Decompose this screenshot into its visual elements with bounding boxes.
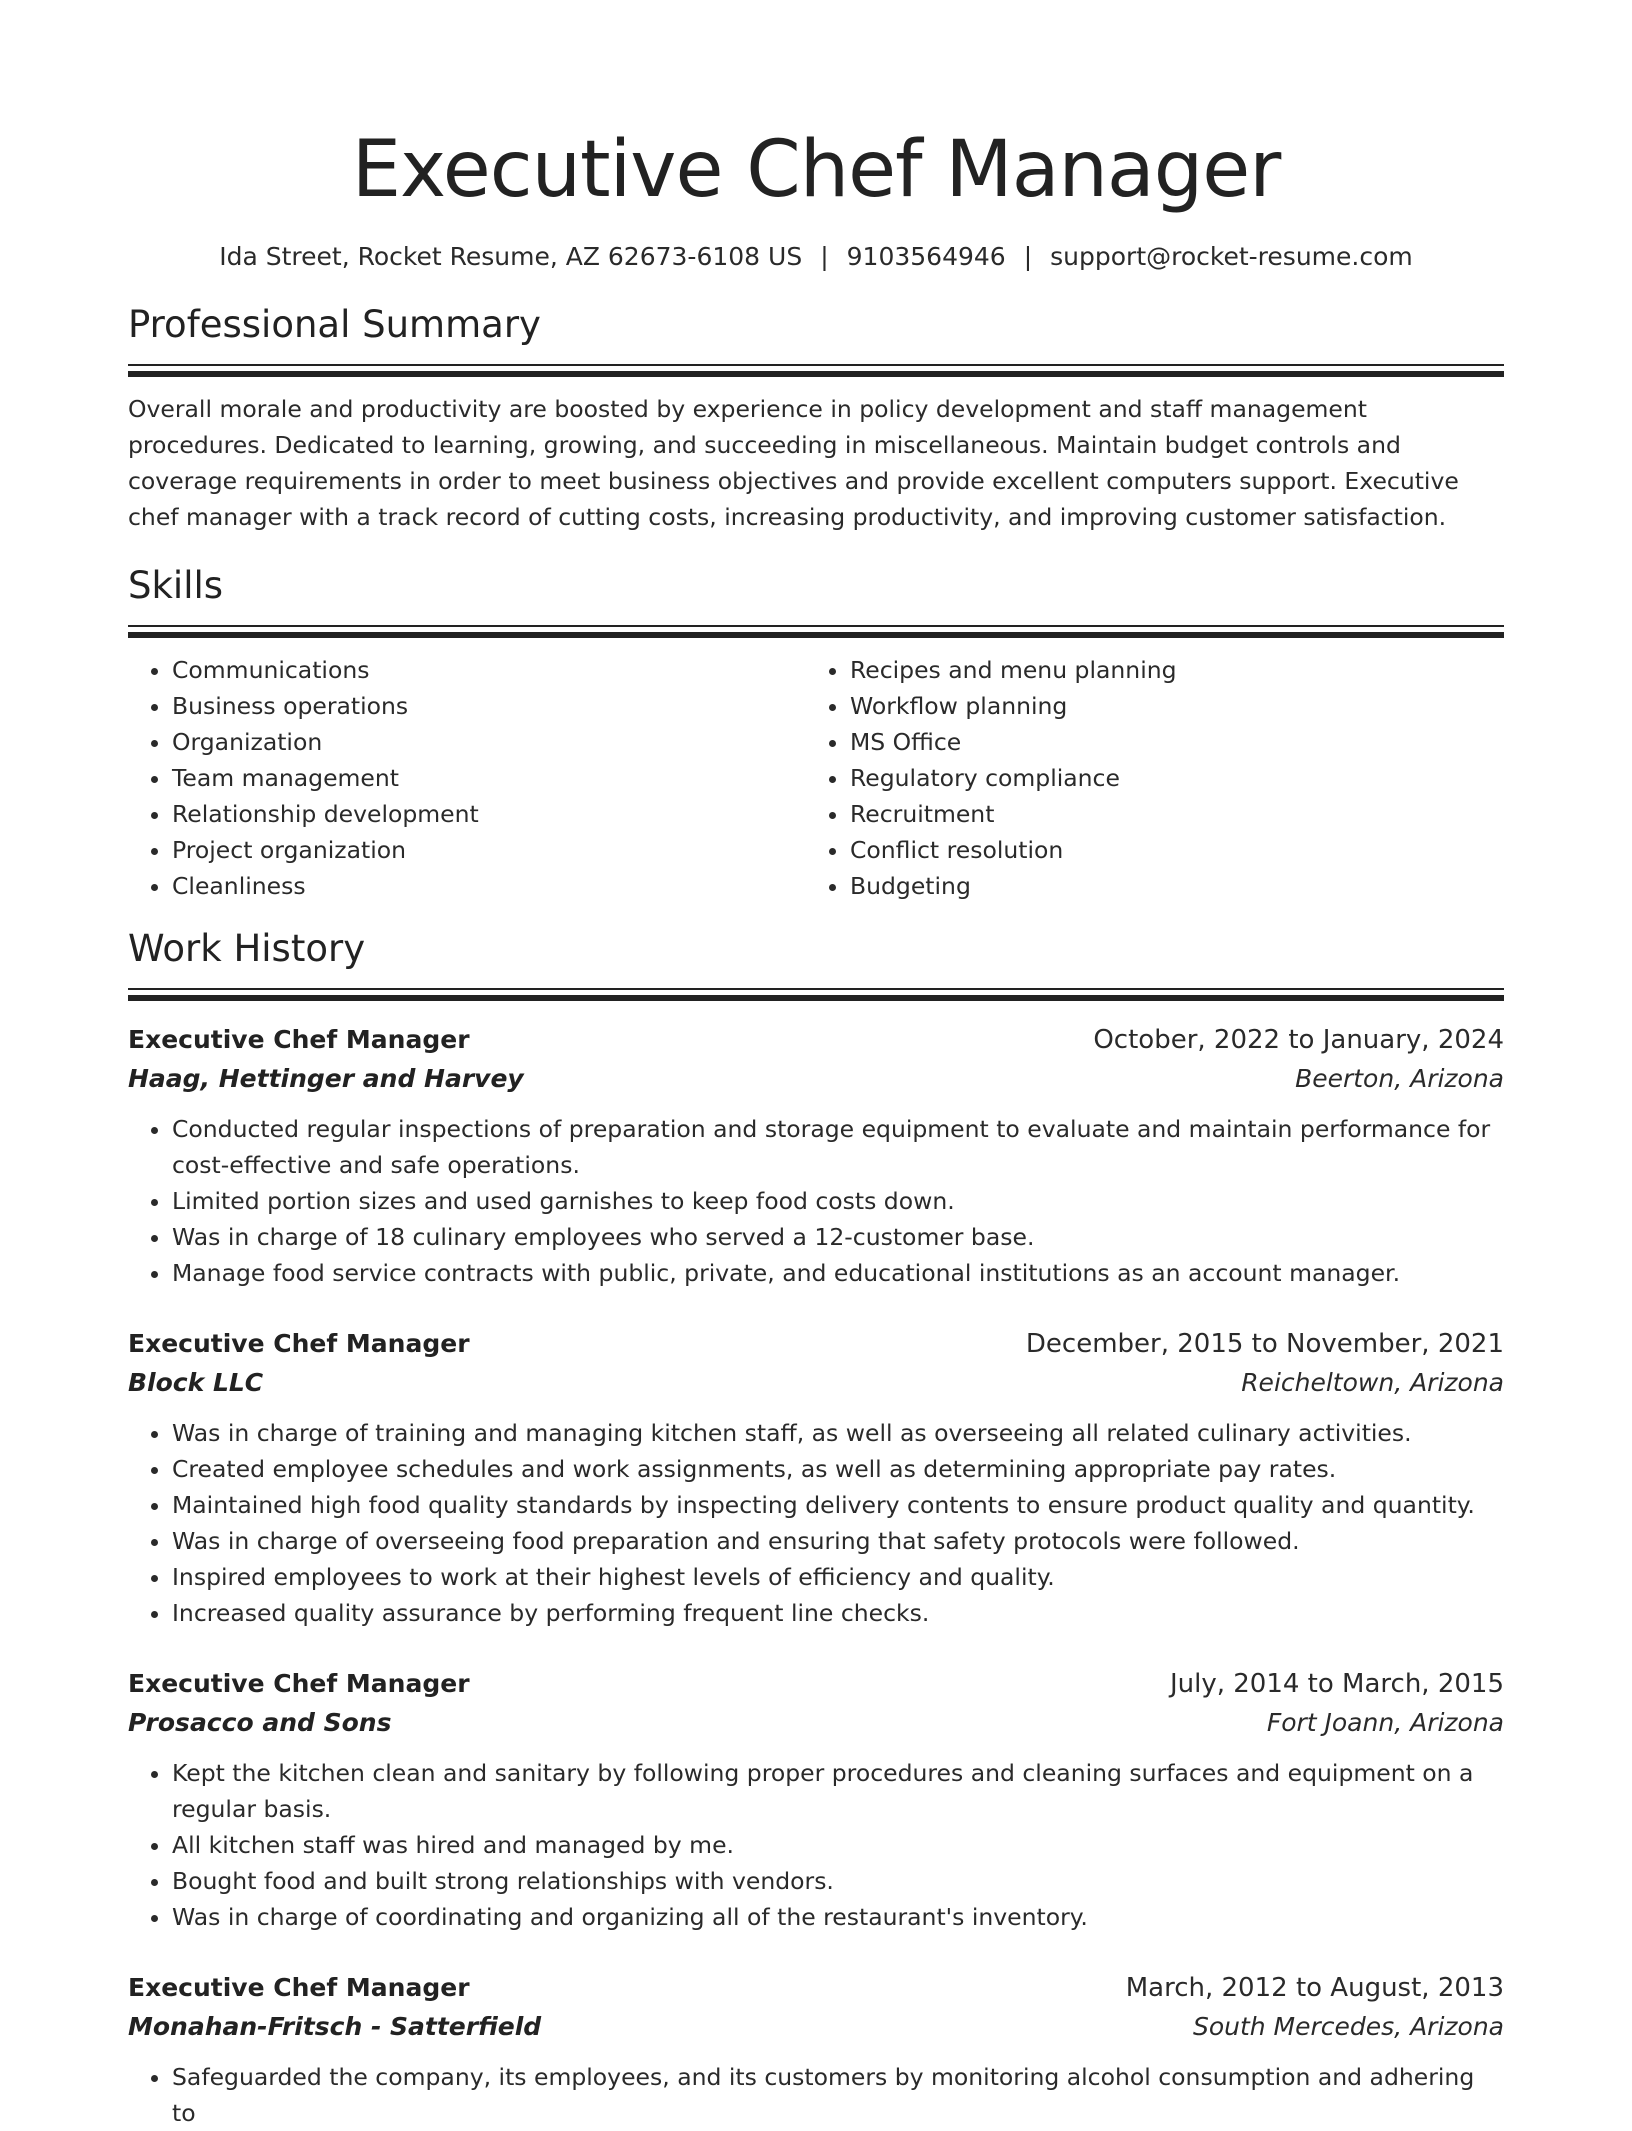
job-company: Monahan-Fritsch - Satterfield — [128, 2012, 542, 2041]
job-company: Haag, Hettinger and Harvey — [128, 1064, 524, 1093]
section-title-skills: Skills — [128, 564, 224, 607]
job-title: Executive Chef Manager — [128, 1973, 470, 2002]
job-dates: December, 2015 to November, 2021 — [1025, 1329, 1504, 1359]
job-bullets — [128, 1755, 1504, 1935]
job-location: South Mercedes, Arizona — [1192, 2012, 1504, 2041]
contact-separator: | — [820, 242, 829, 271]
job-bullet: • Inspired employees to work at their highest levels of efficiency and quality. — [172, 1559, 1504, 1595]
job-bullet: • Was in charge of overseeing food preparation and ensuring that safety protocols were followed. — [172, 1523, 1504, 1559]
skill-item: • Conflict resolution — [850, 832, 1484, 868]
job-location: Beerton, Arizona — [1295, 1064, 1504, 1093]
job-bullet: • Was in charge of 18 culinary employees who served a 12-customer base. — [172, 1219, 1504, 1255]
skill-item: • Organization — [172, 724, 806, 760]
job-bullets — [128, 1111, 1504, 1291]
contact-separator: | — [1023, 242, 1033, 271]
job-bullet: • Created employee schedules and work assignments, as well as determining appropriate pay rates. — [172, 1451, 1504, 1487]
skills-grid — [128, 652, 1504, 904]
skill-item: • MS Office — [850, 724, 1484, 760]
section-divider-thick — [128, 371, 1504, 377]
skill-item: • Recruitment — [850, 796, 1484, 832]
job-title: Executive Chef Manager — [128, 1669, 470, 1698]
job-company: Block LLC — [128, 1368, 264, 1397]
skill-item: • Regulatory compliance — [850, 760, 1484, 796]
job-bullet: • Maintained high food quality standards by inspecting delivery contents to ensure product quality and quantity. — [172, 1487, 1504, 1523]
job-dates: July, 2014 to March, 2015 — [1169, 1669, 1504, 1699]
job-company-row — [128, 1059, 1504, 1099]
contact-line — [128, 240, 1504, 274]
job-bullets — [128, 2059, 1504, 2131]
job-title: Executive Chef Manager — [128, 1025, 470, 1054]
skills-list-left — [128, 652, 806, 904]
summary-text: Overall morale and productivity are boosted by experience in policy development and staff management procedures. Dedicated to learning, growing, and succeeding in miscellaneous. Maintain budget controls and coverage requirements in order to meet business objectives and provide excellent computers support. Executive chef manager with a track record of cutting costs, increasing productivity, and improving customer satisfaction. — [128, 395, 1459, 531]
job-entry — [128, 1021, 1504, 1291]
skill-item: • Team management — [172, 760, 806, 796]
job-bullets — [128, 1415, 1504, 1631]
job-header-row — [128, 1969, 1504, 2007]
skills-section — [128, 563, 1504, 904]
job-bullet: • Was in charge of training and managing kitchen staff, as well as overseeing all related culinary activities. — [172, 1415, 1504, 1451]
job-company-row — [128, 1703, 1504, 1743]
job-location: Reicheltown, Arizona — [1241, 1368, 1504, 1397]
job-header-row — [128, 1325, 1504, 1363]
job-dates: October, 2022 to January, 2024 — [1093, 1025, 1504, 1055]
section-divider-thick — [128, 995, 1504, 1001]
section-divider-thin — [128, 625, 1504, 627]
skills-list-right — [806, 652, 1484, 904]
job-bullet: • All kitchen staff was hired and managed by me. — [172, 1827, 1504, 1863]
contact-address: Ida Street, Rocket Resume, AZ 62673-6108 US — [219, 242, 803, 271]
job-bullet: • Was in charge of coordinating and organizing all of the restaurant's inventory. — [172, 1899, 1504, 1935]
job-bullet: • Kept the kitchen clean and sanitary by following proper procedures and cleaning surfaces and equipment on a regular basis. — [172, 1755, 1504, 1827]
job-dates: March, 2012 to August, 2013 — [1125, 1973, 1504, 2003]
resume-page — [128, 0, 1504, 2131]
job-company: Prosacco and Sons — [128, 1708, 392, 1737]
job-header-row — [128, 1665, 1504, 1703]
resume-name: Executive Chef Manager — [351, 125, 1281, 215]
skill-item: • Cleanliness — [172, 868, 806, 904]
job-bullet: • Limited portion sizes and used garnishes to keep food costs down. — [172, 1183, 1504, 1219]
skill-item: • Business operations — [172, 688, 806, 724]
contact-phone: 9103564946 — [846, 242, 1006, 271]
job-entry — [128, 1969, 1504, 2131]
job-location: Fort Joann, Arizona — [1266, 1708, 1504, 1737]
skill-item: • Budgeting — [850, 868, 1484, 904]
skill-item: • Communications — [172, 652, 806, 688]
job-bullet: • Increased quality assurance by performing frequent line checks. — [172, 1595, 1504, 1631]
job-bullet: • Manage food service contracts with public, private, and educational institutions as an account manager. — [172, 1255, 1504, 1291]
job-entry — [128, 1665, 1504, 1935]
skill-item: • Recipes and menu planning — [850, 652, 1484, 688]
job-company-row — [128, 2007, 1504, 2047]
section-divider-thin — [128, 364, 1504, 366]
job-header-row — [128, 1021, 1504, 1059]
professional-summary-section — [128, 302, 1504, 535]
skill-item: • Workflow planning — [850, 688, 1484, 724]
section-divider-thick — [128, 632, 1504, 638]
section-title-work-history: Work History — [128, 927, 366, 970]
job-bullet: • Safeguarded the company, its employees, and its customers by monitoring alcohol consumption and adhering to — [172, 2059, 1504, 2131]
job-entry — [128, 1325, 1504, 1631]
skill-item: • Relationship development — [172, 796, 806, 832]
section-divider-thin — [128, 988, 1504, 990]
job-company-row — [128, 1363, 1504, 1403]
work-history-section — [128, 926, 1504, 2131]
skill-item: • Project organization — [172, 832, 806, 868]
job-bullet: • Conducted regular inspections of preparation and storage equipment to evaluate and maintain performance for cost-effective and safe operations. — [172, 1111, 1504, 1183]
section-title-summary: Professional Summary — [128, 303, 541, 346]
job-bullet: • Bought food and built strong relationships with vendors. — [172, 1863, 1504, 1899]
job-title: Executive Chef Manager — [128, 1329, 470, 1358]
contact-email: support@rocket-resume.com — [1050, 242, 1413, 271]
